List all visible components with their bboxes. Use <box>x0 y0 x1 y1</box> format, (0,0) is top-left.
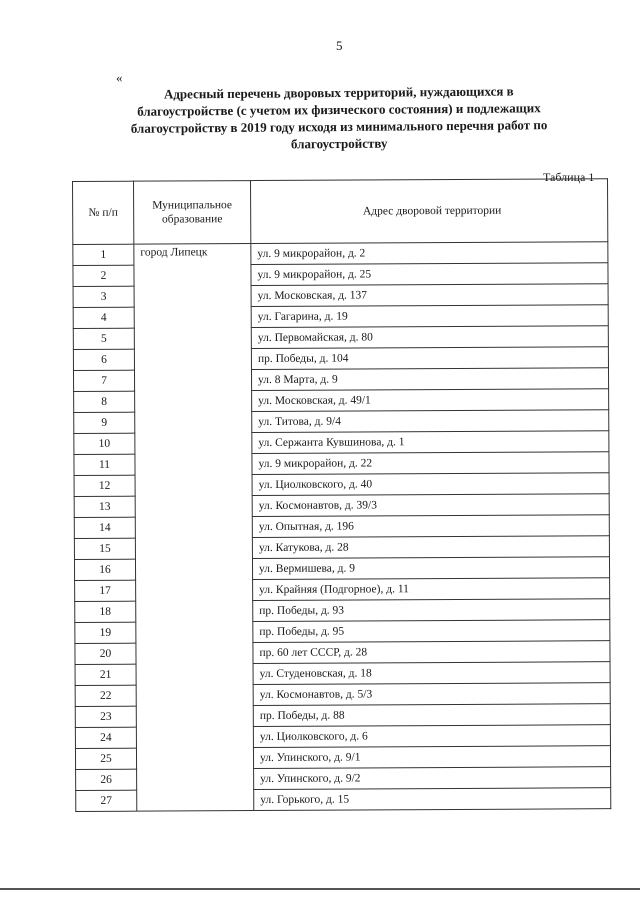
row-number: 6 <box>73 349 134 370</box>
row-address: ул. 8 Марта, д. 9 <box>251 368 608 391</box>
row-address: ул. Вермишева, д. 9 <box>252 557 609 580</box>
row-address: ул. Циолковского, д. 40 <box>252 473 609 496</box>
row-address: ул. 9 микрорайон, д. 22 <box>252 452 609 475</box>
row-number: 14 <box>74 517 135 538</box>
row-number: 12 <box>74 475 135 496</box>
header-address: Адрес дворовой территории <box>251 179 608 244</box>
row-address: ул. 9 микрорайон, д. 2 <box>251 242 608 265</box>
table-body <box>73 242 611 812</box>
row-number: 1 <box>73 244 134 265</box>
row-address: ул. Циолковского, д. 6 <box>253 725 610 748</box>
header-num: № п/п <box>73 181 134 244</box>
row-number: 25 <box>75 748 136 769</box>
row-address: ул. Сержанта Кувшинова, д. 1 <box>252 431 609 454</box>
row-number: 13 <box>74 496 135 517</box>
row-address: ул. Горького, д. 15 <box>254 788 611 811</box>
row-number: 17 <box>75 580 136 601</box>
row-address: ул. Космонавтов, д. 5/3 <box>253 683 610 706</box>
row-address: ул. Гагарина, д. 19 <box>251 305 608 328</box>
scan-edge-line <box>0 888 640 890</box>
row-address: ул. Упинского, д. 9/2 <box>254 767 611 790</box>
row-number: 4 <box>73 307 134 328</box>
row-number: 20 <box>75 643 136 664</box>
table-row <box>73 242 608 266</box>
title-line: Адресный перечень дворовых территорий, нуждающихся в <box>163 83 514 102</box>
municipality-cell: город Липецк <box>134 244 254 812</box>
row-number: 7 <box>73 370 134 391</box>
row-number: 5 <box>73 328 134 349</box>
row-address: ул. Московская, д. 137 <box>251 284 608 307</box>
opening-quote: « <box>116 70 123 85</box>
row-number: 27 <box>76 790 137 811</box>
header-municipality: Муниципальное образование <box>134 181 251 245</box>
row-number: 21 <box>75 664 136 685</box>
row-address: пр. Победы, д. 95 <box>253 620 610 643</box>
address-table <box>72 178 611 812</box>
row-address: ул. Студеновская, д. 18 <box>253 662 610 685</box>
table-label: Таблица 1 <box>543 170 595 184</box>
row-number: 10 <box>74 433 135 454</box>
row-number: 2 <box>73 265 134 286</box>
row-address: ул. Московская, д. 49/1 <box>252 389 609 412</box>
row-number: 11 <box>74 454 135 475</box>
document-title <box>90 82 589 154</box>
page-number: 5 <box>336 38 343 53</box>
title-line: благоустройстве (с учетом их физического состояния) и подлежащих <box>137 100 541 119</box>
row-address: пр. Победы, д. 88 <box>253 704 610 727</box>
title-line: благоустройству в 2019 году исходя из минимального перечня работ по <box>130 117 548 136</box>
row-address: ул. 9 микрорайон, д. 25 <box>251 263 608 286</box>
row-number: 16 <box>74 559 135 580</box>
row-address: пр. 60 лет СССР, д. 28 <box>253 641 610 664</box>
row-number: 24 <box>75 727 136 748</box>
row-number: 3 <box>73 286 134 307</box>
row-address: ул. Крайняя (Подгорное), д. 11 <box>253 578 610 601</box>
row-address: ул. Космонавтов, д. 39/3 <box>252 494 609 517</box>
row-address: ул. Титова, д. 9/4 <box>252 410 609 433</box>
row-address: ул. Катукова, д. 28 <box>252 536 609 559</box>
row-number: 22 <box>75 685 136 706</box>
row-address: пр. Победы, д. 93 <box>253 599 610 622</box>
row-number: 8 <box>74 391 135 412</box>
table-header-row <box>73 179 608 245</box>
row-number: 18 <box>75 601 136 622</box>
row-address: ул. Опытная, д. 196 <box>252 515 609 538</box>
row-address: ул. Упинского, д. 9/1 <box>253 746 610 769</box>
row-number: 15 <box>74 538 135 559</box>
row-number: 23 <box>75 706 136 727</box>
row-number: 26 <box>76 769 137 790</box>
title-line: благоустройству <box>290 135 388 152</box>
row-number: 19 <box>75 622 136 643</box>
row-address: пр. Победы, д. 104 <box>251 347 608 370</box>
row-number: 9 <box>74 412 135 433</box>
row-address: ул. Первомайская, д. 80 <box>251 326 608 349</box>
